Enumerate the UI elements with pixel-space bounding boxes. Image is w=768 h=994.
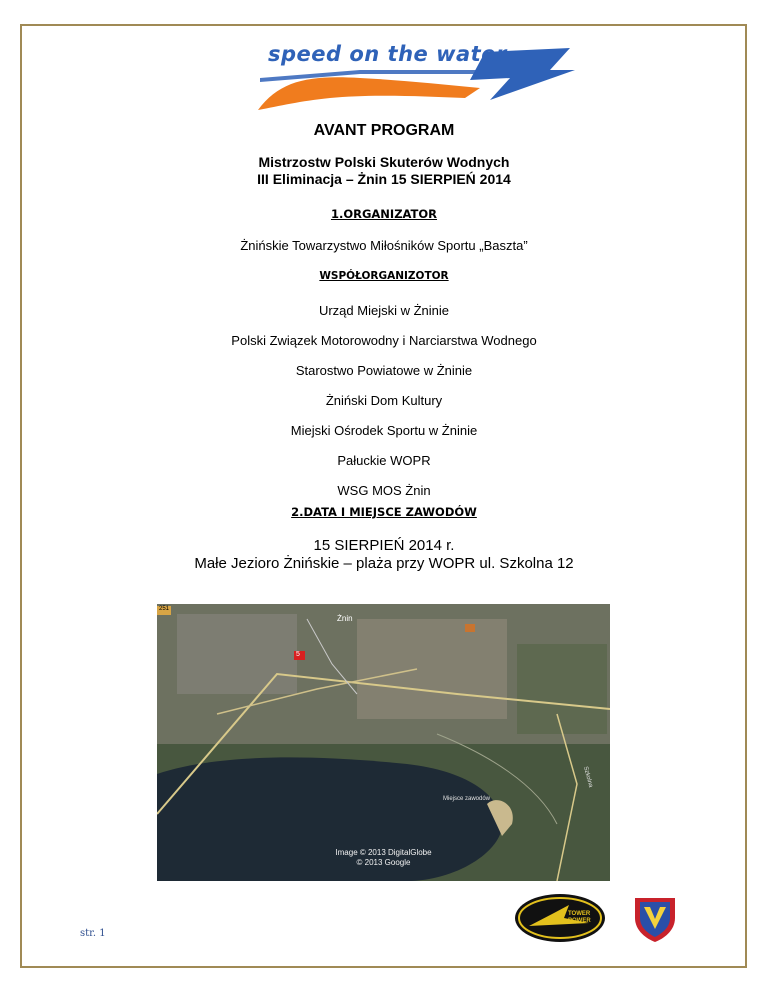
town-label: Żnin [337,614,353,623]
map-attribution-line-1: Image © 2013 DigitalGlobe [335,848,432,857]
club-crest-icon [630,893,680,943]
map-image [157,604,610,881]
svg-text:TOWER: TOWER [568,911,591,917]
logo-text: speed on the water [268,42,507,66]
event-date: 15 SIERPIEŃ 2014 r. [313,537,455,554]
map-attribution-line-2: © 2013 Google [356,858,411,867]
co-organizer-item: Starostwo Powiatowe w Żninie [295,363,473,378]
satellite-map [157,604,610,881]
subtitle-line-1: Mistrzostw Polski Skuterów Wodnych [258,154,510,170]
event-location-label: Miejsce zawodów [443,796,491,802]
co-organizer-item: Polski Związek Motorowodny i Narciarstwa Wodnego [231,333,537,348]
organizer-heading: 1.ORGANIZATOR [330,207,438,221]
co-organizer-item: Pałuckie WOPR [337,453,431,468]
co-organizer-item: WSG MOS Żnin [337,483,431,498]
street-label: Szkolna [582,765,594,789]
co-organizer-item: Urząd Miejski w Żninie [318,303,450,318]
page-title: AVANT PROGRAM [313,122,455,139]
co-organizer-item: Miejski Ośrodek Sportu w Żninie [290,423,478,438]
organizer-name: Żnińskie Towarzystwo Miłośników Sportu „Baszta” [240,238,528,253]
map-marker: 5 [296,651,300,658]
road-number-label: 251 [159,606,170,612]
tower-power-logo [514,893,606,943]
svg-text:POWER: POWER [568,918,591,924]
date-place-heading: 2.DATA I MIEJSCE ZAWODÓW [291,505,477,519]
page-number: str. 1 [80,928,106,939]
subtitle-line-2: III Eliminacja – Żnin 15 SIERPIEŃ 2014 [257,171,511,187]
co-organizer-heading: WSPÓŁORGANIZOTOR [319,270,449,282]
co-organizer-item: Żniński Dom Kultury [325,393,443,408]
event-place: Małe Jezioro Żnińskie – plaża przy WOPR ul. Szkolna 12 [194,555,574,572]
